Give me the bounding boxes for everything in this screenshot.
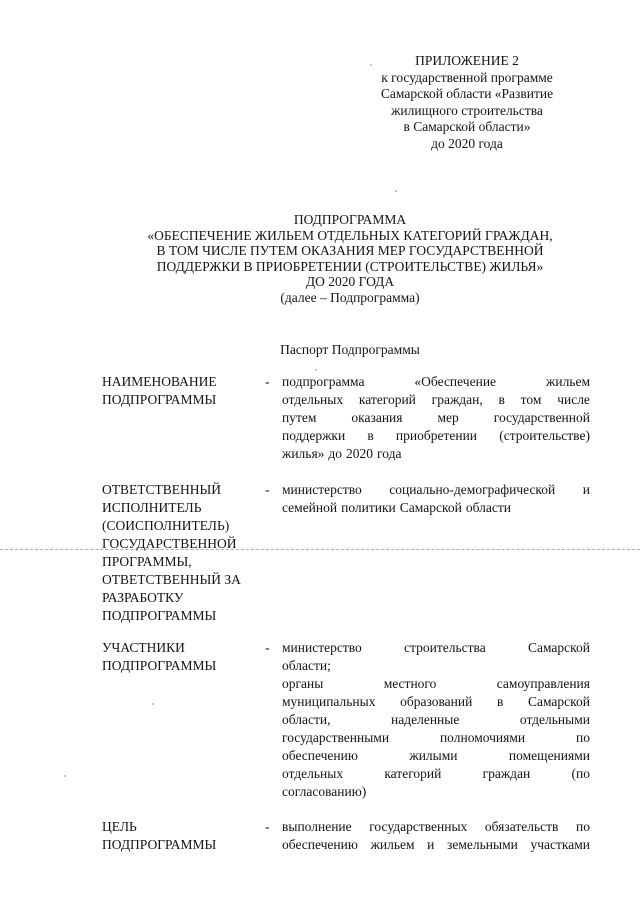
value-word: мер	[437, 410, 459, 425]
value-line	[282, 765, 590, 783]
label-line: ОТВЕТСТВЕННЫЙ	[102, 482, 222, 497]
value-line	[282, 675, 590, 693]
value-line	[282, 836, 590, 854]
label-line: ПОДПРОГРАММЫ	[102, 608, 217, 623]
value-word: обязательств	[484, 819, 559, 834]
scan-speck	[370, 64, 372, 66]
value-word: органы	[282, 676, 324, 691]
title-line: ПОДПРОГРАММА	[293, 212, 407, 227]
title-line: ПОДДЕРЖКИ В ПРИОБРЕТЕНИИ (СТРОИТЕЛЬСТВЕ) ЖИЛЬЯ»	[156, 258, 544, 274]
appendix-header	[362, 53, 572, 152]
appendix-line: ПРИЛОЖЕНИЕ 2	[415, 53, 519, 68]
passport-row-value	[282, 639, 590, 801]
value-word: (строительстве)	[499, 428, 590, 443]
value-word: категорий	[384, 766, 442, 781]
value-word: обеспечению	[282, 748, 358, 763]
value-word: отдельными	[519, 712, 590, 727]
value-word: участками	[530, 837, 590, 852]
label-line: ОТВЕТСТВЕННЫЙ ЗА	[102, 572, 241, 587]
row-dash: -	[265, 819, 270, 834]
row-dash: -	[265, 640, 270, 655]
value-word: (по	[571, 766, 590, 781]
value-word: до	[328, 446, 343, 461]
value-word: жилья»	[282, 446, 325, 461]
scan-speck	[395, 190, 397, 192]
title-line: «ОБЕСПЕЧЕНИЕ ЖИЛЬЕМ ОТДЕЛЬНЫХ КАТЕГОРИЙ ГРАЖДАН,	[147, 227, 553, 243]
value-word: граждан,	[431, 392, 483, 407]
label-line: НАИМЕНОВАНИЕ	[102, 374, 217, 389]
scan-speck	[64, 775, 66, 777]
value-word: области,	[282, 712, 331, 727]
value-line	[282, 391, 590, 409]
value-word: министерство	[282, 640, 362, 655]
value-line	[282, 427, 590, 445]
value-word: «Обеспечение	[414, 374, 497, 389]
value-word: приобретении	[395, 428, 478, 443]
value-word: местного	[383, 676, 437, 691]
value-word: семейной	[282, 500, 338, 515]
value-word: министерство	[282, 482, 362, 497]
value-line	[282, 693, 590, 711]
value-word: том	[520, 392, 542, 407]
value-line	[282, 747, 590, 765]
value-line	[282, 729, 590, 747]
value-word: государственной	[493, 410, 590, 425]
value-word: области;	[282, 658, 331, 673]
value-word: жильем	[546, 374, 590, 389]
row-dash: -	[265, 374, 270, 389]
value-word: путем	[282, 410, 317, 425]
label-line: ПОДПРОГРАММЫ	[102, 392, 217, 407]
subprogram-title	[100, 212, 600, 305]
value-word: категорий	[358, 392, 416, 407]
passport-row-label	[102, 818, 262, 854]
value-word: Самарской	[399, 500, 462, 515]
value-word: полномочиями	[439, 730, 526, 745]
appendix-line: Самарской области «Развитие	[380, 86, 554, 101]
value-word: и	[427, 837, 435, 852]
value-line	[282, 639, 590, 657]
value-word: государственных	[369, 819, 468, 834]
value-word: наделенные	[391, 712, 460, 727]
value-line	[282, 445, 590, 463]
value-word: оказания	[351, 410, 403, 425]
value-word: Самарской	[527, 694, 590, 709]
row-dash: -	[265, 482, 270, 497]
value-word: 2020	[346, 446, 374, 461]
value-word: граждан	[482, 766, 531, 781]
passport-row-label	[102, 639, 262, 675]
passport-title: Паспорт Подпрограммы	[280, 342, 420, 357]
value-word: муниципальных	[282, 694, 376, 709]
label-line: ПОДПРОГРАММЫ	[102, 658, 217, 673]
value-word: земельными	[447, 837, 518, 852]
appendix-line: к государственной программе	[381, 69, 553, 85]
title-line: (далее – Подпрограмма)	[280, 289, 420, 305]
value-word: отдельных	[282, 766, 344, 781]
passport-row-value	[282, 818, 590, 854]
scan-artifact-line	[0, 549, 640, 550]
label-line: ИСПОЛНИТЕЛЬ	[102, 500, 202, 515]
value-word: социально-демографической	[389, 482, 556, 497]
label-line: ЦЕЛЬ	[102, 819, 137, 834]
value-word: поддержки	[282, 428, 346, 443]
value-word: и	[582, 482, 590, 497]
passport-row-label	[102, 373, 262, 409]
scan-speck	[315, 369, 317, 371]
value-word: жилыми	[409, 748, 458, 763]
value-word: отдельных	[282, 392, 344, 407]
value-word: по	[576, 819, 590, 834]
value-word: выполнение	[282, 819, 352, 834]
appendix-line: в Самарской области»	[403, 119, 531, 134]
value-word: области	[465, 500, 511, 515]
value-word: помещениями	[508, 748, 590, 763]
value-line	[282, 499, 590, 517]
passport-row-label	[102, 481, 262, 625]
value-word: образований	[400, 694, 473, 709]
label-line: ПРОГРАММЫ,	[102, 554, 192, 569]
value-word: числе	[557, 392, 590, 407]
passport-row-value	[282, 481, 590, 517]
value-word: в	[496, 694, 504, 709]
label-line: УЧАСТНИКИ	[102, 640, 185, 655]
value-line	[282, 711, 590, 729]
value-word: по	[576, 730, 590, 745]
value-word: Самарской	[527, 640, 590, 655]
value-line	[282, 783, 590, 801]
value-word: самоуправления	[496, 676, 590, 691]
passport-row-value	[282, 373, 590, 463]
label-line: ГОСУДАРСТВЕННОЙ	[102, 536, 237, 551]
appendix-line: жилищного строительства	[391, 102, 543, 118]
value-word: года	[377, 446, 402, 461]
value-word: в	[367, 428, 374, 443]
value-word: государственными	[282, 730, 390, 745]
value-line	[282, 818, 590, 836]
value-word: обеспечению	[282, 837, 358, 852]
value-word: жильем	[370, 837, 415, 852]
value-line	[282, 657, 590, 675]
value-line	[282, 409, 590, 427]
value-word: строительства	[404, 640, 486, 655]
value-word: подпрограмма	[282, 374, 365, 389]
appendix-line: до 2020 года	[431, 135, 503, 151]
title-line: ДО 2020 ГОДА	[305, 274, 395, 289]
label-line: РАЗРАБОТКУ	[102, 590, 184, 605]
label-line: ПОДПРОГРАММЫ	[102, 837, 217, 852]
value-line	[282, 373, 590, 391]
value-line	[282, 481, 590, 499]
scan-speck	[152, 703, 154, 705]
value-word: политики	[341, 500, 396, 515]
title-line: В ТОМ ЧИСЛЕ ПУТЕМ ОКАЗАНИЯ МЕР ГОСУДАРСТВЕННОЙ	[156, 243, 544, 258]
value-word: согласованию)	[282, 784, 367, 799]
value-word: в	[498, 392, 505, 407]
label-line: (СОИСПОЛНИТЕЛЬ)	[102, 518, 230, 533]
